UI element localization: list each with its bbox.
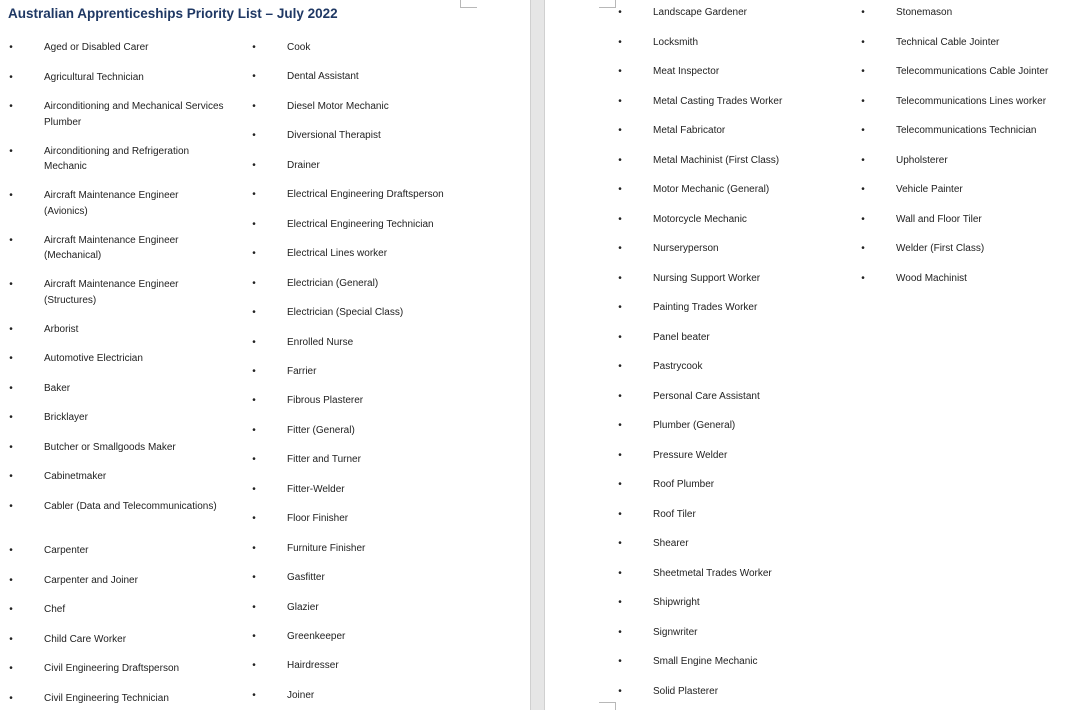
occupation-label: Stonemason — [896, 7, 953, 18]
bullet-marker: • — [618, 36, 622, 48]
occupation-label: Welder (First Class) — [896, 243, 985, 254]
bullet-marker: • — [618, 95, 622, 107]
bullet-marker: • — [9, 323, 13, 335]
occupation-label: Aged or Disabled Carer — [44, 42, 149, 53]
occupation-label: Cook — [287, 42, 311, 53]
bullet-marker: • — [252, 660, 256, 672]
bullet-marker: • — [618, 597, 622, 608]
occupation-label: Wall and Floor Tiler — [896, 213, 982, 225]
bullet-marker: • — [861, 154, 865, 166]
occupation-label: Child Care Worker — [44, 633, 127, 645]
occupation-label: Shipwright — [653, 597, 700, 608]
occupation-label: Metal Casting Trades Worker — [653, 95, 783, 107]
bullet-marker: • — [9, 692, 13, 704]
bullet-marker: • — [618, 685, 622, 697]
occupation-label: Butcher or Smallgoods Maker — [44, 441, 176, 453]
bullet-marker: • — [618, 213, 622, 225]
bullet-marker: • — [9, 145, 13, 157]
bullet-marker: • — [618, 331, 622, 343]
bullet-marker: • — [861, 213, 865, 225]
occupation-label: Glazier — [287, 601, 319, 613]
document-title: Australian Apprenticeships Priority List – July 2022 — [8, 6, 338, 21]
occupation-label: Fitter (General) — [287, 424, 355, 436]
bullet-marker: • — [252, 572, 256, 584]
page-corner-mark — [599, 0, 616, 8]
occupation-label: Nursing Support Worker — [653, 272, 761, 284]
occupation-label: Shearer — [653, 538, 689, 549]
bullet-marker: • — [252, 365, 256, 377]
bullet-marker: • — [618, 7, 622, 18]
occupation-label: Aircraft Maintenance Engineer (Structures) — [44, 279, 179, 306]
occupation-label: Joiner — [287, 689, 315, 701]
bullet-marker: • — [9, 279, 13, 290]
occupation-label: Cabinetmaker — [44, 471, 107, 482]
occupation-label: Painting Trades Worker — [653, 302, 758, 313]
occupation-label: Fibrous Plasterer — [287, 395, 364, 407]
occupation-label: Roof Plumber — [653, 479, 715, 490]
bullet-marker: • — [861, 272, 865, 284]
bullet-marker: • — [9, 234, 13, 246]
bullet-marker: • — [252, 218, 256, 230]
bullet-marker: • — [861, 243, 865, 254]
occupation-label: Cabler (Data and Telecommunications) — [44, 500, 217, 512]
bullet-marker: • — [252, 601, 256, 613]
occupation-label: Dental Assistant — [287, 71, 359, 83]
occupation-label: Roof Tiler — [653, 508, 696, 520]
occupation-label: Aircraft Maintenance Engineer (Avionics) — [44, 190, 179, 217]
occupation-label: Airconditioning and Refrigeration Mechanic — [44, 145, 190, 172]
occupation-label: Diversional Therapist — [287, 130, 381, 142]
occupation-label: Plumber (General) — [653, 420, 736, 431]
bullet-marker: • — [9, 500, 13, 512]
bullet-marker: • — [861, 66, 865, 77]
bullet-marker: • — [252, 395, 256, 407]
bullet-marker: • — [252, 100, 256, 112]
bullet-marker: • — [9, 412, 13, 423]
bullet-marker: • — [9, 190, 13, 201]
occupation-label: Panel beater — [653, 331, 710, 343]
occupation-label: Agricultural Technician — [44, 71, 144, 83]
bullet-marker: • — [9, 471, 13, 482]
bullet-marker: • — [618, 125, 622, 136]
occupation-label: Fitter and Turner — [287, 454, 361, 466]
bullet-marker: • — [618, 272, 622, 284]
occupation-label: Gasfitter — [287, 572, 325, 584]
occupation-label: Nurseryperson — [653, 243, 719, 254]
occupation-label: Meat Inspector — [653, 66, 720, 77]
occupation-label: Solid Plasterer — [653, 685, 719, 697]
bullet-marker: • — [618, 656, 622, 667]
occupation-label: Telecommunications Lines worker — [896, 95, 1047, 107]
occupation-label: Electrical Lines worker — [287, 248, 388, 260]
bullet-marker: • — [9, 545, 13, 556]
bullet-marker: • — [9, 101, 13, 112]
occupation-label: Personal Care Assistant — [653, 390, 760, 402]
page-corner-mark — [460, 0, 477, 8]
bullet-marker: • — [252, 483, 256, 495]
bullet-marker: • — [861, 125, 865, 136]
bullet-marker: • — [252, 159, 256, 171]
bullet-marker: • — [9, 42, 13, 53]
bullet-marker: • — [9, 633, 13, 645]
bullet-marker: • — [252, 130, 256, 142]
bullet-marker: • — [252, 424, 256, 436]
occupation-label: Enrolled Nurse — [287, 336, 354, 348]
bullet-marker: • — [618, 390, 622, 402]
bullet-marker: • — [9, 441, 13, 453]
bullet-marker: • — [252, 336, 256, 348]
occupation-label: Telecommunications Technician — [896, 125, 1037, 136]
bullet-marker: • — [9, 604, 13, 615]
bullet-marker: • — [9, 382, 13, 394]
occupation-label: Sheetmetal Trades Worker — [653, 567, 772, 579]
occupation-label: Fitter-Welder — [287, 483, 345, 495]
bullet-marker: • — [618, 66, 622, 77]
bullet-marker: • — [252, 542, 256, 554]
bullet-marker: • — [252, 689, 256, 701]
occupation-label: Floor Finisher — [287, 513, 349, 525]
occupation-label: Civil Engineering Technician — [44, 692, 169, 704]
occupation-label: Hairdresser — [287, 660, 339, 672]
bullet-marker: • — [618, 479, 622, 490]
bullet-marker: • — [9, 353, 13, 364]
occupation-label: Upholsterer — [896, 154, 948, 166]
occupation-label: Electrical Engineering Draftsperson — [287, 189, 444, 201]
bullet-marker: • — [252, 631, 256, 642]
occupation-label: Small Engine Mechanic — [653, 656, 758, 667]
bullet-marker: • — [252, 189, 256, 201]
bullet-marker: • — [252, 277, 256, 289]
bullet-marker: • — [252, 42, 256, 53]
bullet-marker: • — [9, 574, 13, 586]
bullet-marker: • — [618, 302, 622, 313]
occupation-label: Automotive Electrician — [44, 353, 143, 364]
bullet-marker: • — [618, 361, 622, 372]
bullet-marker: • — [861, 95, 865, 107]
occupation-label: Signwriter — [653, 626, 698, 638]
bullet-marker: • — [618, 508, 622, 520]
document-page-left — [0, 0, 531, 710]
document-page-right — [544, 0, 1068, 710]
occupation-label: Drainer — [287, 159, 320, 171]
occupation-label: Diesel Motor Mechanic — [287, 100, 389, 112]
page-corner-mark — [599, 702, 616, 710]
bullet-marker: • — [9, 663, 13, 674]
bullet-marker: • — [9, 71, 13, 83]
occupation-label: Electrical Engineering Technician — [287, 218, 434, 230]
occupation-label: Pressure Welder — [653, 449, 728, 461]
occupation-label: Wood Machinist — [896, 272, 967, 284]
occupation-label: Chef — [44, 604, 66, 615]
bullet-marker: • — [252, 513, 256, 525]
bullet-marker: • — [861, 184, 865, 195]
bullet-marker: • — [618, 538, 622, 549]
bullet-marker: • — [861, 7, 865, 18]
occupation-label: Airconditioning and Mechanical Services Plumber — [44, 101, 224, 128]
occupation-label: Baker — [44, 382, 71, 394]
bullet-marker: • — [861, 36, 865, 48]
occupation-label: Arborist — [44, 323, 79, 335]
occupation-label: Metal Fabricator — [653, 125, 726, 136]
occupation-label: Farrier — [287, 365, 317, 377]
bullet-marker: • — [618, 567, 622, 579]
bullet-marker: • — [252, 248, 256, 260]
occupation-label: Electrician (Special Class) — [287, 307, 404, 319]
occupation-label: Aircraft Maintenance Engineer (Mechanical) — [44, 234, 179, 261]
occupation-label: Locksmith — [653, 36, 699, 48]
bullet-marker: • — [618, 184, 622, 195]
occupation-label: Civil Engineering Draftsperson — [44, 663, 180, 674]
bullet-marker: • — [618, 626, 622, 638]
occupation-label: Telecommunications Cable Jointer — [896, 66, 1049, 77]
bullet-marker: • — [618, 154, 622, 166]
occupation-label: Carpenter — [44, 545, 89, 556]
occupation-label: Electrician (General) — [287, 277, 379, 289]
occupation-label: Motorcycle Mechanic — [653, 213, 747, 225]
occupation-label: Carpenter and Joiner — [44, 574, 138, 586]
occupation-label: Pastrycook — [653, 361, 703, 372]
occupation-label: Landscape Gardener — [653, 7, 747, 18]
occupation-label: Metal Machinist (First Class) — [653, 154, 780, 166]
bullet-marker: • — [618, 449, 622, 461]
occupation-label: Technical Cable Jointer — [896, 36, 1000, 48]
occupation-label: Furniture Finisher — [287, 542, 366, 554]
occupation-label: Vehicle Painter — [896, 184, 963, 195]
bullet-marker: • — [618, 243, 622, 254]
occupation-label: Motor Mechanic (General) — [653, 184, 770, 195]
bullet-marker: • — [252, 71, 256, 83]
bullet-marker: • — [252, 307, 256, 319]
occupation-label: Greenkeeper — [287, 631, 346, 642]
bullet-marker: • — [618, 420, 622, 431]
bullet-marker: • — [252, 454, 256, 466]
occupation-label: Bricklayer — [44, 412, 88, 423]
